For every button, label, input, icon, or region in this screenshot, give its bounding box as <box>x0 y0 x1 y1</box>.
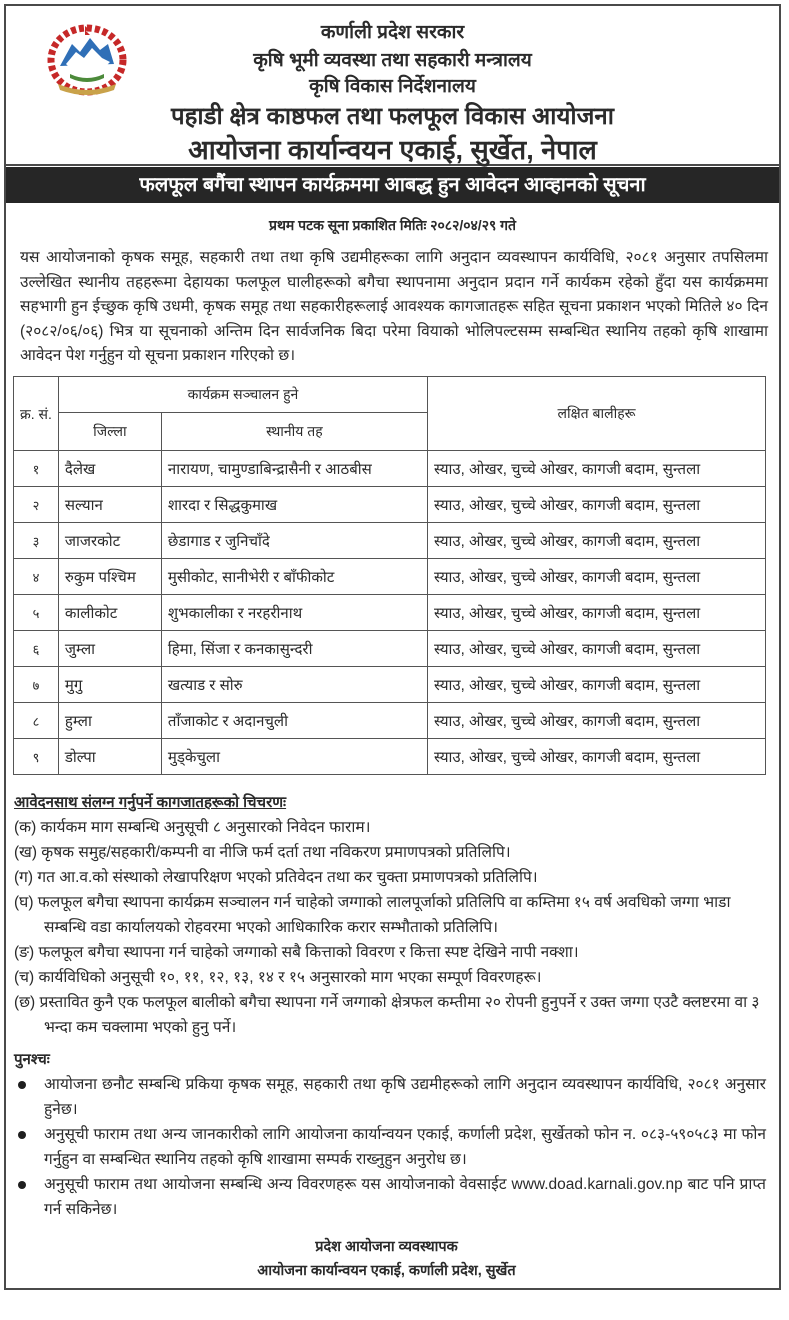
local-level-cell: ताँजाकोट र अदानचुली <box>161 703 427 739</box>
bullet-icon <box>18 1081 26 1089</box>
district-cell: जाजरकोट <box>58 523 161 559</box>
directorate-title: कृषि विकास निर्देशनालय <box>309 76 476 97</box>
serial-cell: ६ <box>14 631 59 667</box>
local-level-cell: शुभकालीका र नरहरीनाथ <box>161 595 427 631</box>
table-row <box>14 523 766 559</box>
project-title: पहाडी क्षेत्र काष्ठफल तथा फलफूल विकास आयोजना <box>171 103 614 130</box>
signatory-office: आयोजना कार्यान्वयन एकाई, कर्णाली प्रदेश, सुर्खेत <box>257 1263 516 1279</box>
local-level-cell: खत्याड र सोरु <box>161 667 427 703</box>
target-crops-cell: स्याउ, ओखर, चुच्चे ओखर, कागजी बदाम, सुन्तला <box>428 739 766 775</box>
district-cell: कालीकोट <box>58 595 161 631</box>
postscript-text: अनुसूची फाराम तथा अन्य जानकारीको लागि आयोजना कार्यान्वयन एकाई, कर्णाली प्रदेश, सुर्खेतको फोन न. ०८३-५९०५८३ मा फोन गर्नुहुन वा सम्बन्धित स्थानिय तहको कृषि शाखामा सम्पर्क राख्नुहुन अनुरोध छ। <box>44 1126 766 1168</box>
local-level-cell: मुसीकोट, सानीभेरी र बाँफीकोट <box>161 559 427 595</box>
signatory-title: प्रदेश आयोजना व्यवस्थापक <box>315 1239 458 1255</box>
serial-cell: ७ <box>14 667 59 703</box>
district-cell: जुम्ला <box>58 631 161 667</box>
notice-banner: फलफूल बगैंचा स्थापन कार्यक्रममा आबद्ध हुन आवेदन आव्हानको सूचना <box>6 167 779 203</box>
document-item: (ग) गत आ.व.को संस्थाको लेखापरिक्षण भएको प्रतिवेदन तथा कर चुक्ता प्रमाणपत्रको प्रतिलिपि। <box>14 869 538 886</box>
ministry-title: कृषि भूमी व्यवस्था तथा सहकारी मन्त्रालय <box>253 50 532 71</box>
local-level-cell: हिमा, सिंजा र कनकासुन्दरी <box>161 631 427 667</box>
letterhead <box>6 6 779 166</box>
target-crops-cell: स्याउ, ओखर, चुच्चे ओखर, कागजी बदाम, सुन्तला <box>428 631 766 667</box>
local-level-cell: मुड्केचुला <box>161 739 427 775</box>
documents-title: आवेदनसाथ संलग्न गर्नुपर्ने कागजातहरूको चिचरणः <box>14 794 287 811</box>
header-district: जिल्ला <box>58 413 161 451</box>
local-level-cell: नारायण, चामुण्डाबिन्द्रासैनी र आठबीस <box>161 451 427 487</box>
target-crops-cell: स्याउ, ओखर, चुच्चे ओखर, कागजी बदाम, सुन्तला <box>428 487 766 523</box>
target-crops-cell: स्याउ, ओखर, चुच्चे ओखर, कागजी बदाम, सुन्तला <box>428 667 766 703</box>
postscript-list <box>14 1072 766 1222</box>
district-cell: दैलेख <box>58 451 161 487</box>
postscript-item <box>14 1122 766 1172</box>
district-cell: डोल्पा <box>58 739 161 775</box>
serial-cell: ४ <box>14 559 59 595</box>
target-crops-cell: स्याउ, ओखर, चुच्चे ओखर, कागजी बदाम, सुन्तला <box>428 523 766 559</box>
project-unit-title: आयोजना कार्यान्वयन एकाई, सुर्खेत, नेपाल <box>188 135 597 165</box>
intro-paragraph: यस आयोजनाको कृषक समूह, सहकारी तथा तथा कृषि उद्यमीहरूका लागि अनुदान व्यवस्थापन कार्यविधि, २०८१ अनुसार तपसिलमा उल्लेखित स्थानीय तहहरूमा देहायका फलफूल घालीहरूको बगैचा स्थापनामा अनुदान प्रदान गर्ने कार्यकम रहेको हुँदा यस कार्यक्रममा सहभागी हुन ईच्छुक कृषि उधमी, कृषक समूह तथा सहकारीहरूलाई आवश्यक कागजातहरू सहित सूचना प्रकाशन भएको मितिले ४० दिन (२०८२/०६/०६) भित्र या सूचनाको अन्तिम दिन सार्वजनिक बिदा परेमा वियाको भोलिपल्टसम्म सम्बन्धित स्थानिय तहको कृषि शाखामा आवेदन पेश गर्नुहुन यो सूचना प्रकाशन गरिएको छ। <box>20 249 768 365</box>
target-crops-cell: स्याउ, ओखर, चुच्चे ओखर, कागजी बदाम, सुन्तला <box>428 703 766 739</box>
table-row <box>14 703 766 739</box>
postscript-item <box>14 1072 766 1122</box>
table-row <box>14 487 766 523</box>
serial-cell: १ <box>14 451 59 487</box>
serial-cell: ५ <box>14 595 59 631</box>
district-cell: सल्यान <box>58 487 161 523</box>
target-crops-cell: स्याउ, ओखर, चुच्चे ओखर, कागजी बदाम, सुन्तला <box>428 559 766 595</box>
postscript-text: अनुसूची फाराम तथा आयोजना सम्बन्धि अन्य विवरणहरू यस आयोजनाको वेवसाईट www.doad.karnali.gov.np बाट पनि प्राप्त गर्न सकिनेछ। <box>44 1176 766 1218</box>
program-table <box>13 376 766 775</box>
target-crops-cell: स्याउ, ओखर, चुच्चे ओखर, कागजी बदाम, सुन्तला <box>428 451 766 487</box>
local-level-cell: शारदा र सिद्धकुमाख <box>161 487 427 523</box>
document-item: (घ) फलफूल बगैचा स्थापना कार्यक्रम सञ्चालन गर्न चाहेको जग्गाको लालपूर्जाको प्रतिलिपि वा कम्तिमा १५ वर्ष अवधिको जग्गा भाडा सम्बन्धि वडा कार्यालयको रोहवरमा भएको आधिकारिक करार सम्भौताको प्रतिलिपि। <box>14 894 731 936</box>
local-level-cell: छेडागाड र जुनिचाँदे <box>161 523 427 559</box>
document-item: (क) कार्यकम माग सम्बन्धि अनुसूची ८ अनुसारको निवेदन फाराम। <box>14 819 371 836</box>
district-cell: मुगु <box>58 667 161 703</box>
bullet-icon <box>18 1181 26 1189</box>
table-row <box>14 595 766 631</box>
postscript-text: आयोजना छनौट सम्बन्धि प्रकिया कृषक समूह, सहकारी तथा कृषि उद्यमीहरूको लागि अनुदान व्यवस्थापन कार्यविधि, २०८१ अनुसार हुनेछ। <box>44 1076 766 1118</box>
provincial-government-title: कर्णाली प्रदेश सरकार <box>320 22 465 43</box>
document-item: (छ) प्रस्तावित कुनै एक फलफूल बालीको बगैचा स्थापना गर्ने जग्गाको क्षेत्रफल कम्तीमा २० रोपनी हुनुपर्ने र उक्त जग्गा एउटै क्लष्टरमा वा ३ भन्दा कम चक्लामा भएको हुनु पर्ने। <box>14 994 760 1036</box>
document-item: (ङ) फलफूल बगैचा स्थापना गर्न चाहेको जग्गाको सबै कित्ताको विवरण र कित्ता स्पष्ट देखिने नापी नक्शा। <box>14 944 579 961</box>
document-item: (च) कार्यविधिको अनुसूची १०, ११, १२, १३, १४ र १५ अनुसारको माग भएका सम्पूर्ण विवरणहरू। <box>14 969 542 986</box>
table-row <box>14 559 766 595</box>
serial-cell: ९ <box>14 739 59 775</box>
header-target-crops: लक्षित बालीहरू <box>428 377 766 451</box>
table-row <box>14 667 766 703</box>
target-crops-cell: स्याउ, ओखर, चुच्चे ओखर, कागजी बदाम, सुन्तला <box>428 595 766 631</box>
table-body <box>14 451 766 775</box>
postscript-section <box>14 1047 766 1222</box>
postscript-title: पुनश्चः <box>14 1051 50 1068</box>
header-serial: क्र. सं. <box>14 377 59 451</box>
documents-section <box>14 790 766 1040</box>
serial-cell: ८ <box>14 703 59 739</box>
bullet-icon <box>18 1131 26 1139</box>
header-local-level: स्थानीय तह <box>161 413 427 451</box>
district-cell: रुकुम पश्चिम <box>58 559 161 595</box>
publication-date: प्रथम पटक सूना प्रकाशित मितिः २०८२/०४/२९ गते <box>268 217 517 233</box>
documents-list <box>14 815 766 1040</box>
serial-cell: ३ <box>14 523 59 559</box>
table-row <box>14 739 766 775</box>
postscript-item <box>14 1172 766 1222</box>
document-item: (ख) कृषक समुह/सहकारी/कम्पनी वा नीजि फर्म दर्ता तथा नविकरण प्रमाणपत्रको प्रतिलिपि। <box>14 844 511 861</box>
district-cell: हुम्ला <box>58 703 161 739</box>
serial-cell: २ <box>14 487 59 523</box>
header-program-group: कार्यक्रम सञ्चालन हुने <box>58 377 427 413</box>
table-row <box>14 451 766 487</box>
table-row <box>14 631 766 667</box>
